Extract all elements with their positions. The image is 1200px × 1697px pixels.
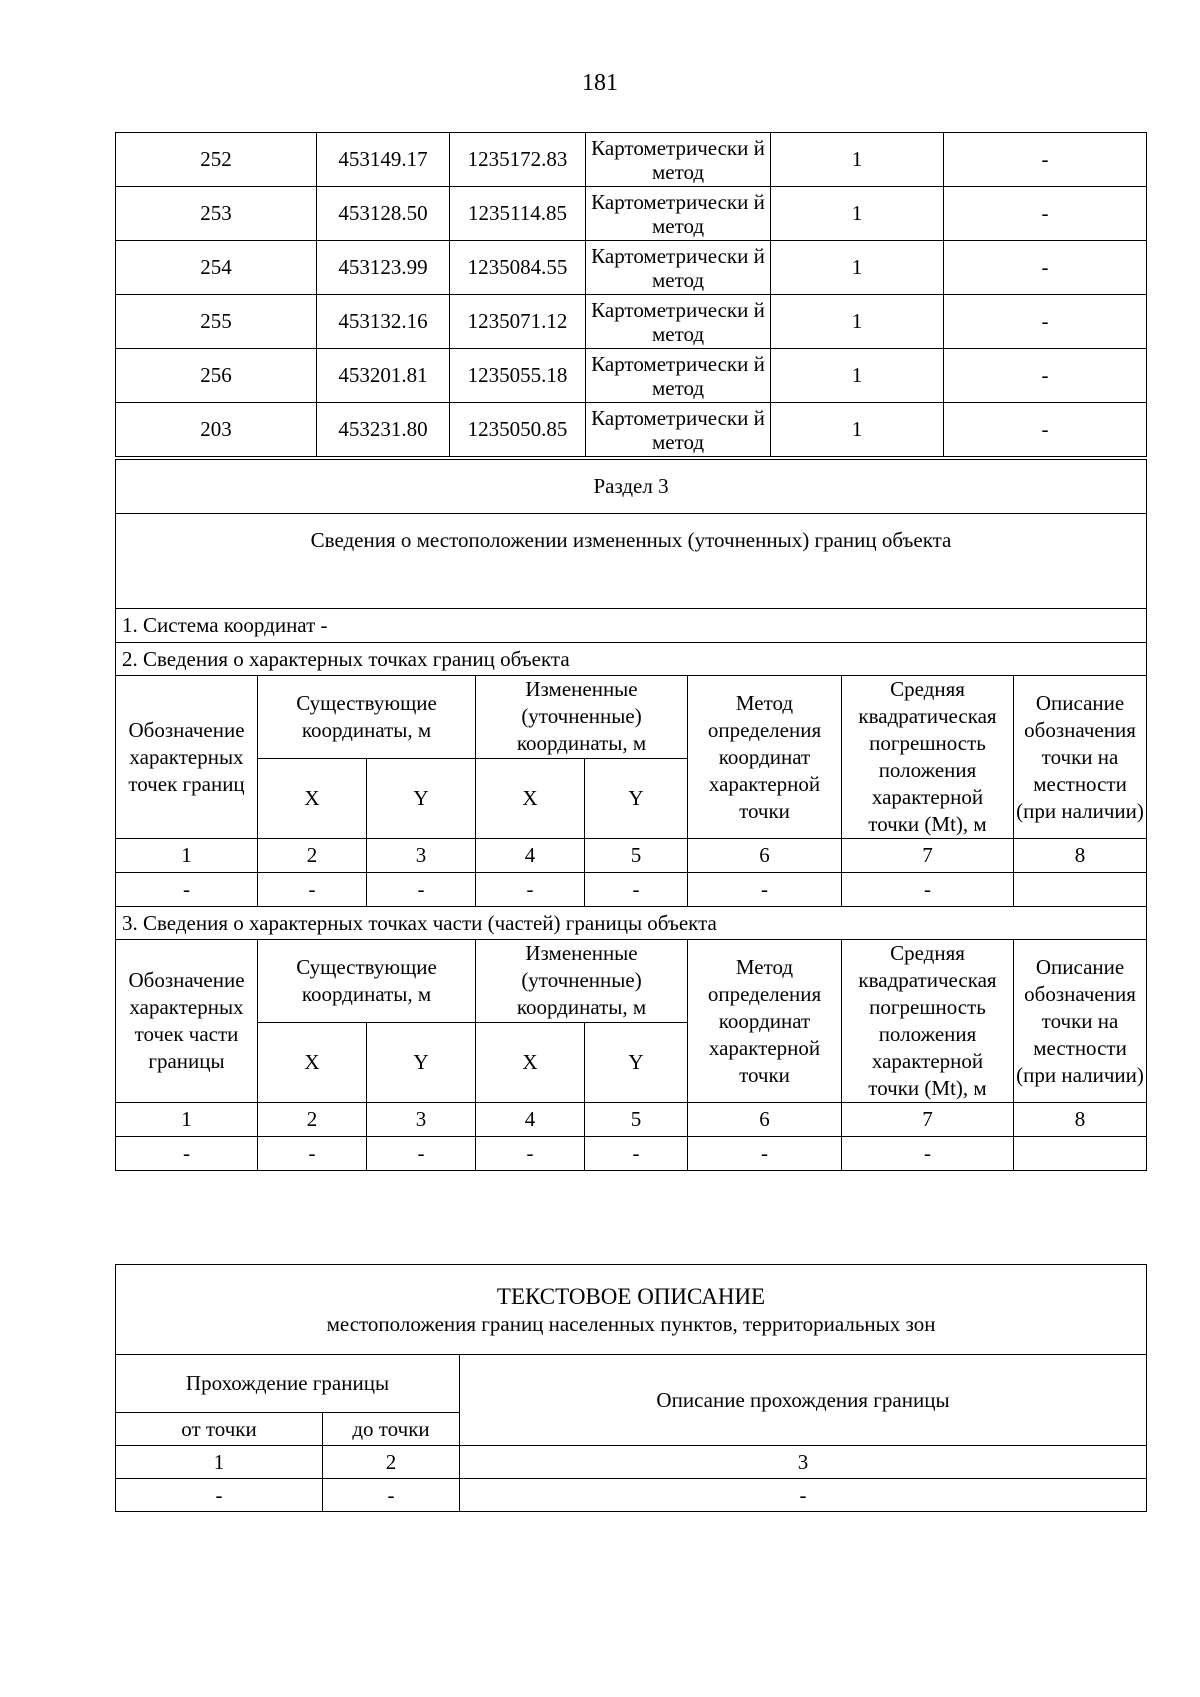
col-changed-y: Y	[585, 1022, 688, 1103]
table-cell: -	[688, 873, 842, 907]
point-method: Картометрически й метод	[586, 349, 771, 403]
point-y: 1235114.85	[450, 187, 586, 241]
table-row	[116, 349, 1147, 403]
col-to-point: до точки	[323, 1413, 460, 1446]
point-description: -	[944, 187, 1147, 241]
column-number: 1	[116, 839, 258, 873]
table-cell: -	[842, 873, 1014, 907]
column-number: 1	[116, 1103, 258, 1137]
point-method: Картометрически й метод	[586, 241, 771, 295]
point-id: 255	[116, 295, 317, 349]
table-cell: -	[842, 1137, 1014, 1171]
column-number: 5	[585, 839, 688, 873]
text-description-table	[115, 1264, 1147, 1512]
point-description: -	[944, 349, 1147, 403]
section3-table	[115, 459, 1147, 1171]
point-method: Картометрически й метод	[586, 133, 771, 187]
column-number-row	[116, 1446, 1147, 1479]
point-accuracy: 1	[771, 349, 944, 403]
col-existing-y: Y	[367, 758, 476, 839]
point-description: -	[944, 295, 1147, 349]
column-number: 2	[258, 839, 367, 873]
column-number: 2	[258, 1103, 367, 1137]
point-x: 453201.81	[317, 349, 450, 403]
table-cell: -	[688, 1137, 842, 1171]
point-y: 1235050.85	[450, 403, 586, 457]
col-method: Метод определения координат характерной точки	[688, 940, 842, 1103]
point-method: Картометрически й метод	[586, 403, 771, 457]
column-number: 8	[1014, 839, 1147, 873]
column-number: 6	[688, 839, 842, 873]
col-point-id: Обозначение характерных точек части границы	[116, 940, 258, 1103]
column-number: 1	[116, 1446, 323, 1479]
coordinates-table	[115, 132, 1147, 457]
table-row	[116, 403, 1147, 457]
point-description: -	[944, 133, 1147, 187]
column-number: 8	[1014, 1103, 1147, 1137]
col-changed-y: Y	[585, 758, 688, 839]
column-number: 6	[688, 1103, 842, 1137]
coordinate-system: 1. Система координат -	[116, 609, 1147, 643]
point-y: 1235172.83	[450, 133, 586, 187]
point-y: 1235071.12	[450, 295, 586, 349]
text-description-heading	[116, 1265, 1147, 1355]
point-y: 1235055.18	[450, 349, 586, 403]
column-number: 3	[367, 1103, 476, 1137]
point-y: 1235084.55	[450, 241, 586, 295]
col-changed-coords: Измененные (уточненные) координаты, м	[476, 676, 688, 759]
point-method: Картометрически й метод	[586, 295, 771, 349]
table-cell: -	[585, 1137, 688, 1171]
point-description: -	[944, 403, 1147, 457]
point-description: -	[944, 241, 1147, 295]
point-accuracy: 1	[771, 295, 944, 349]
column-number: 5	[585, 1103, 688, 1137]
column-number-row	[116, 839, 1147, 873]
column-number: 2	[323, 1446, 460, 1479]
text-description-title: ТЕКСТОВОЕ ОПИСАНИЕ	[496, 1283, 766, 1309]
point-x: 453231.80	[317, 403, 450, 457]
point-x: 453132.16	[317, 295, 450, 349]
table-cell: -	[116, 1479, 323, 1512]
column-number: 4	[476, 839, 585, 873]
part3-title: 3. Сведения о характерных точках части (частей) границы объекта	[116, 907, 1147, 940]
col-changed-x: X	[476, 758, 585, 839]
col-method: Метод определения координат характерной точки	[688, 676, 842, 839]
col-existing-coords: Существующие координаты, м	[258, 676, 476, 759]
table-cell: -	[258, 1137, 367, 1171]
column-number: 7	[842, 839, 1014, 873]
point-method: Картометрически й метод	[586, 187, 771, 241]
table-cell: -	[460, 1479, 1147, 1512]
table-cell: -	[258, 873, 367, 907]
col-accuracy: Средняя квадратическая погрешность положения характерной точки (Mt), м	[842, 676, 1014, 839]
col-changed-coords: Измененные (уточненные) координаты, м	[476, 940, 688, 1023]
table-row	[116, 187, 1147, 241]
point-x: 453149.17	[317, 133, 450, 187]
column-number: 3	[367, 839, 476, 873]
table-cell: -	[367, 1137, 476, 1171]
col-passage-description: Описание прохождения границы	[460, 1355, 1147, 1446]
table-cell	[1014, 873, 1147, 907]
table-row	[116, 133, 1147, 187]
col-point-id: Обозначение характерных точек границ	[116, 676, 258, 839]
point-id: 256	[116, 349, 317, 403]
point-id: 252	[116, 133, 317, 187]
table-cell: -	[476, 873, 585, 907]
table-cell: -	[116, 1137, 258, 1171]
col-existing-x: X	[258, 758, 367, 839]
col-existing-coords: Существующие координаты, м	[258, 940, 476, 1023]
point-id: 254	[116, 241, 317, 295]
point-accuracy: 1	[771, 403, 944, 457]
section-subtitle: Сведения о местоположении измененных (уточненных) границ объекта	[116, 514, 1147, 609]
point-accuracy: 1	[771, 187, 944, 241]
table-row	[116, 1137, 1147, 1171]
column-number-row	[116, 1103, 1147, 1137]
col-changed-x: X	[476, 1022, 585, 1103]
column-number: 4	[476, 1103, 585, 1137]
column-number: 3	[460, 1446, 1147, 1479]
point-accuracy: 1	[771, 133, 944, 187]
table-cell: -	[116, 873, 258, 907]
table-row	[116, 241, 1147, 295]
table-cell	[1014, 1137, 1147, 1171]
col-accuracy: Средняя квадратическая погрешность положения характерной точки (Mt), м	[842, 940, 1014, 1103]
table-row	[116, 873, 1147, 907]
col-description: Описание обозначения точки на местности (при наличии)	[1014, 676, 1147, 839]
table-cell: -	[585, 873, 688, 907]
table-cell: -	[476, 1137, 585, 1171]
point-x: 453128.50	[317, 187, 450, 241]
part2-title: 2. Сведения о характерных точках границ объекта	[116, 643, 1147, 676]
point-id: 203	[116, 403, 317, 457]
col-from-point: от точки	[116, 1413, 323, 1446]
table-cell: -	[323, 1479, 460, 1512]
col-boundary-passage: Прохождение границы	[116, 1355, 460, 1413]
section-title: Раздел 3	[116, 460, 1147, 514]
col-description: Описание обозначения точки на местности (при наличии)	[1014, 940, 1147, 1103]
col-existing-x: X	[258, 1022, 367, 1103]
point-accuracy: 1	[771, 241, 944, 295]
table-cell: -	[367, 873, 476, 907]
column-number: 7	[842, 1103, 1014, 1137]
col-existing-y: Y	[367, 1022, 476, 1103]
page-number: 181	[582, 70, 618, 96]
table-row	[116, 1479, 1147, 1512]
table-row	[116, 295, 1147, 349]
point-x: 453123.99	[317, 241, 450, 295]
text-description-subtitle: местоположения границ населенных пунктов, территориальных зон	[326, 1311, 936, 1336]
point-id: 253	[116, 187, 317, 241]
